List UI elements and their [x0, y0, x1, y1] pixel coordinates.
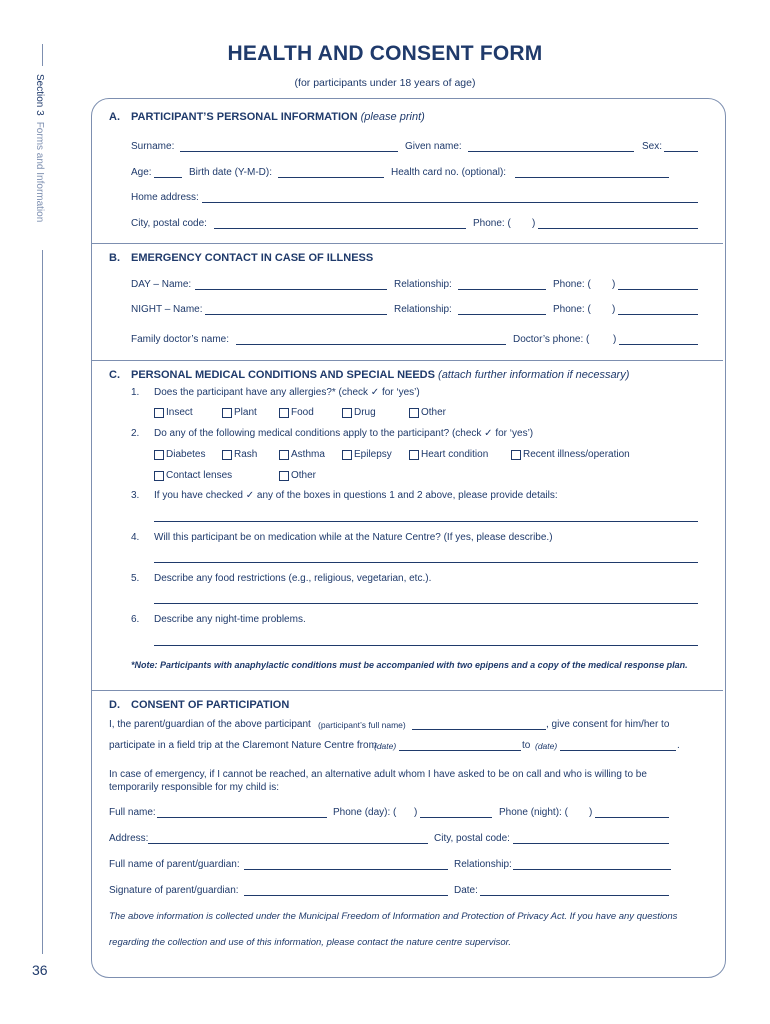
section-divider-ab — [92, 243, 723, 244]
q2-text: Do any of the following medical conditions apply to the participant? (check ✓ for ‘yes’) — [154, 428, 534, 439]
phone-label: Phone: ( — [473, 218, 511, 229]
page-subtitle: (for participants under 18 years of age) — [294, 77, 476, 89]
signature-field[interactable] — [244, 895, 448, 896]
q2-checkbox-heart-condition[interactable]: Heart condition — [409, 449, 488, 460]
doctor-name-field[interactable] — [236, 344, 506, 345]
home-address-field[interactable] — [202, 202, 698, 203]
q2-checkbox-rash[interactable]: Rash — [222, 449, 257, 460]
night-name-label: NIGHT – Name: — [131, 304, 203, 315]
consent-line2-text: participate in a field trip at the Claremont Nature Centre from — [109, 740, 377, 751]
checkbox-icon — [409, 408, 419, 418]
city-postal-label: City, postal code: — [131, 218, 207, 229]
q1-checkbox-other[interactable]: Other — [409, 407, 446, 418]
city-postal-field[interactable] — [214, 228, 466, 229]
q1-checkbox-food[interactable]: Food — [279, 407, 314, 418]
doctor-phone-label: Doctor’s phone: ( — [513, 334, 590, 345]
sex-label: Sex: — [642, 141, 663, 152]
birth-date-field[interactable] — [278, 177, 384, 178]
emergency-text-line2: temporarily responsible for my child is: — [109, 782, 280, 793]
q2-checkbox-diabetes[interactable]: Diabetes — [154, 449, 205, 460]
alt-full-name-label: Full name: — [109, 807, 156, 818]
q6-answer-field[interactable] — [154, 645, 698, 646]
doctor-phone-field[interactable] — [619, 344, 698, 345]
guardian-relationship-label: Relationship: — [454, 859, 512, 870]
consent-to-label: to — [522, 740, 531, 751]
guardian-name-field[interactable] — [244, 869, 448, 870]
checkbox-icon — [154, 408, 164, 418]
q2-number: 2. — [131, 428, 140, 439]
health-card-field[interactable] — [515, 177, 669, 178]
q2-checkbox-contact-lenses[interactable]: Contact lenses — [154, 470, 232, 481]
given-name-label: Given name: — [405, 141, 462, 152]
guardian-name-label: Full name of parent/guardian: — [109, 859, 240, 870]
anaphylaxis-note: *Note: Participants with anaphylactic conditions must be accompanied with two epipens and a copy of the medical response plan. — [131, 660, 688, 670]
sidebar-divider-bottom — [42, 250, 43, 954]
day-phone-paren-close: ) — [612, 279, 616, 290]
q2-checkbox-asthma[interactable]: Asthma — [279, 449, 325, 460]
sidebar-subtitle: Forms and Information — [34, 121, 45, 223]
q4-answer-field[interactable] — [154, 562, 698, 563]
alt-phone-night-paren-close: ) — [589, 807, 593, 818]
alt-phone-day-field[interactable] — [420, 817, 492, 818]
section-divider-cd — [92, 690, 723, 691]
sex-field[interactable] — [664, 151, 698, 152]
page-number: 36 — [32, 962, 48, 978]
day-relationship-label: Relationship: — [394, 279, 452, 290]
checkbox-icon — [279, 450, 289, 460]
alt-address-label: Address: — [109, 833, 149, 844]
q4-number: 4. — [131, 532, 140, 543]
consent-line2-period: . — [677, 740, 680, 751]
privacy-notice-line1: The above information is collected under the Municipal Freedom of Information and Protection of Privacy Act. If you have any questions — [109, 911, 678, 922]
q2-checkbox-other[interactable]: Other — [279, 470, 316, 481]
to-date-field[interactable] — [560, 750, 676, 751]
checkbox-icon — [511, 450, 521, 460]
emergency-text-line1: In case of emergency, if I cannot be reached, an alternative adult whom I have asked to be on call and who is willing to be — [109, 769, 647, 780]
q6-number: 6. — [131, 614, 140, 625]
day-relationship-field[interactable] — [458, 289, 546, 290]
q3-answer-field[interactable] — [154, 521, 698, 522]
alt-phone-day-paren-close: ) — [414, 807, 418, 818]
checkbox-icon — [222, 408, 232, 418]
alt-city-postal-field[interactable] — [513, 843, 669, 844]
q1-text: Does the participant have any allergies?* (check ✓ for ‘yes’) — [154, 387, 420, 398]
night-relationship-field[interactable] — [458, 314, 546, 315]
consent-line1-text: I, the parent/guardian of the above participant — [109, 719, 311, 730]
alt-phone-night-field[interactable] — [595, 817, 669, 818]
q2-checkbox-recent-illness[interactable]: Recent illness/operation — [511, 449, 630, 460]
participant-full-name-field[interactable] — [412, 729, 546, 730]
alt-city-postal-label: City, postal code: — [434, 833, 510, 844]
q1-checkbox-insect[interactable]: Insect — [154, 407, 193, 418]
sidebar-section: Section 3 — [34, 74, 45, 116]
day-name-label: DAY – Name: — [131, 279, 192, 290]
checkbox-icon — [154, 471, 164, 481]
q5-text: Describe any food restrictions (e.g., religious, vegetarian, etc.). — [154, 573, 432, 584]
surname-label: Surname: — [131, 141, 175, 152]
signature-date-field[interactable] — [480, 895, 669, 896]
checkbox-icon — [342, 450, 352, 460]
given-name-field[interactable] — [468, 151, 634, 152]
age-label: Age: — [131, 167, 152, 178]
day-phone-label: Phone: ( — [553, 279, 591, 290]
q3-text: If you have checked ✓ any of the boxes in questions 1 and 2 above, please provide details: — [154, 490, 558, 501]
q2-checkbox-epilepsy[interactable]: Epilepsy — [342, 449, 392, 460]
night-phone-paren-close: ) — [612, 304, 616, 315]
section-b-heading: B. EMERGENCY CONTACT IN CASE OF ILLNESS — [109, 252, 374, 264]
section-divider-bc — [92, 360, 723, 361]
page-title: HEALTH AND CONSENT FORM — [227, 42, 543, 65]
sidebar-section-label — [34, 74, 45, 222]
alt-phone-night-label: Phone (night): ( — [499, 807, 568, 818]
consent-line1-end: , give consent for him/her to — [546, 719, 670, 730]
consent-from-date-hint: (date) — [374, 741, 397, 751]
q3-number: 3. — [131, 490, 140, 501]
section-a-heading: A. PARTICIPANT’S PERSONAL INFORMATION (please print) — [109, 111, 425, 123]
night-phone-field[interactable] — [618, 314, 698, 315]
q1-checkbox-plant[interactable]: Plant — [222, 407, 257, 418]
phone-field[interactable] — [538, 228, 698, 229]
night-name-field[interactable] — [205, 314, 387, 315]
doctor-name-label: Family doctor’s name: — [131, 334, 229, 345]
checkbox-icon — [279, 408, 289, 418]
phone-paren-close: ) — [532, 218, 536, 229]
day-name-field[interactable] — [195, 289, 387, 290]
signature-label: Signature of parent/guardian: — [109, 885, 239, 896]
q5-answer-field[interactable] — [154, 603, 698, 604]
checkbox-icon — [279, 471, 289, 481]
alt-full-name-field[interactable] — [157, 817, 327, 818]
from-date-field[interactable] — [399, 750, 521, 751]
alt-address-field[interactable] — [148, 843, 428, 844]
checkbox-icon — [342, 408, 352, 418]
home-address-label: Home address: — [131, 192, 199, 203]
checkbox-icon — [222, 450, 232, 460]
consent-to-date-hint: (date) — [535, 741, 558, 751]
checkbox-icon — [409, 450, 419, 460]
surname-field[interactable] — [180, 151, 398, 152]
checkbox-icon — [154, 450, 164, 460]
night-phone-label: Phone: ( — [553, 304, 591, 315]
doctor-phone-paren-close: ) — [613, 334, 617, 345]
section-c-heading: C. PERSONAL MEDICAL CONDITIONS AND SPECIAL NEEDS (attach further information if necessary) — [109, 369, 630, 381]
health-card-label: Health card no. (optional): — [391, 167, 507, 178]
q1-checkbox-drug[interactable]: Drug — [342, 407, 376, 418]
q5-number: 5. — [131, 573, 140, 584]
birth-date-label: Birth date (Y-M-D): — [189, 167, 272, 178]
day-phone-field[interactable] — [618, 289, 698, 290]
night-relationship-label: Relationship: — [394, 304, 452, 315]
consent-line1-hint: (participant’s full name) — [318, 720, 406, 730]
q1-number: 1. — [131, 387, 140, 398]
q6-text: Describe any night-time problems. — [154, 614, 306, 625]
privacy-notice-line2: regarding the collection and use of this information, please contact the nature centre supervisor. — [109, 937, 512, 948]
alt-phone-day-label: Phone (day): ( — [333, 807, 397, 818]
q4-text: Will this participant be on medication while at the Nature Centre? (If yes, please describe.) — [154, 532, 553, 543]
signature-date-label: Date: — [454, 885, 478, 896]
guardian-relationship-field[interactable] — [513, 869, 671, 870]
section-d-heading: D. CONSENT OF PARTICIPATION — [109, 699, 290, 711]
age-field[interactable] — [154, 177, 182, 178]
